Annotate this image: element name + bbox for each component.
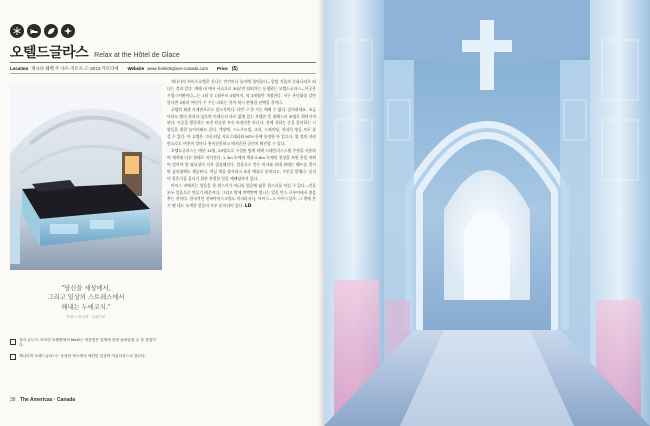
note-item (10, 338, 160, 349)
info-row (10, 64, 316, 73)
title-rule (10, 62, 316, 63)
note-checkbox-icon (10, 339, 16, 345)
section-name: The Americas · Canada (19, 397, 76, 403)
note-item (10, 354, 160, 361)
page-footer (10, 397, 75, 403)
price-label: Price (216, 66, 228, 71)
quote-attribution: 프랑스 미디어 · 르피가로 (66, 315, 106, 320)
article-title (10, 42, 180, 62)
leaf-icon (44, 24, 58, 38)
snowflake-icon (10, 24, 24, 38)
body-paragraph-last (167, 183, 316, 212)
signoff: LD (244, 204, 252, 210)
location-label: Location (10, 66, 29, 71)
category-icons (10, 24, 75, 38)
note-checkbox-icon (10, 354, 16, 360)
left-page (0, 0, 324, 426)
sparkle-icon (61, 24, 75, 38)
body-paragraph: 오텔드글라스는 매년 12월, 20명으로 구성된 팀에 의해 스테인리스스틸 주형을 사용하여 제작대 다른 형태로 지어진다. 1.3m 두께의 벽과 0.6m 두께의 천장을 보면 은밀 바뀌어 알아야 할 필요성이 더욱 절실해진다. 얼음으로 만든 의자와 침대 위에는 웰트를 깔지만 슬리핑백도 제공된다. 객실 벽을 장식하고 조각 예술로 통치되고, 쿠폰을 발행다. 심지어 결혼식을 올리기 위한 특별한 얼음 예배당까지 있다. (167, 148, 316, 181)
quote-line-2: 그리고 일상의 스트레스에서 (47, 294, 125, 302)
photo-notes (10, 338, 160, 365)
body-paragraph: 캐나다의 아이스호텔은 신나는 만끽이다 놀이에 경이움다—얼망 겨울의 동화나라로 떠나는 것과 같다. 매해 네 예서 사흐으로 30분만 달려가는 동생하는 오텔드글라스—이곳은 프랑스어판이다—는 1월 중 1월부터 4월까지, 약 3개월만 개정한다. 지구 온난화를 감안한다면 3월의 어딘가 수 수는 피하는 것이 역시 현명한 선택일 것이다. (167, 79, 316, 105)
bedroom-photo (10, 84, 162, 270)
body-paragraph: 호텔의 외관 사계관으로도 압도적이다. 다만 그 한 가는 매해 수 없다. 감사하세요. 조금이라도 빨리 차리다 싶으면 이제든지 바로 없애 있는 오텔은 뜻 위해스터 조명로 위여가져 된다. 이곳을 방문하는 조건 단순한 부숙 특징만은 아니다. 전에 거하는 손을 풀어하는 시람들을 위한 놀이터와도 같다. 객장에, 스노우모빌, 크리, 스케이팅, 자녀식 정들 모두 즐길 수 있다. 이 호텔은 그네 떠널 지요그래피와 MTV 등에 등장한 바 있으나, 별 정의 자원만으로도 여전이 얼마나 흥미진진하고 매서운한 곳인지 확인할 수 있다. (167, 106, 316, 147)
location-value: 캐나다 퀘벡 주 샤르-지트르-드-2013-카르티에 (31, 65, 119, 71)
body-paragraph-text: 아이스 바에서는 얼음을 한 위스키가 아니라 얼음에 닮은 위스키를 마실 수 있다—잔을 모두 얼음으로 만들기 때문이다. 그리고 밤에 반짝반짝 빛나는 얼음 빈스 로부어에서 춤을 추는 것이다. 한국적인 진짜아이스크림도 마냐라서다, 아이스—T. 아이스상츠, 그 밖에 온기 땐 데도 오색한 얼음비 모두 준비되어 있다. (167, 182, 316, 209)
pull-quote (10, 284, 162, 320)
page-number: 38 (10, 397, 16, 403)
info-rule (10, 73, 316, 74)
note-text: 상자 온도가 -5°C인 호텔방에서 Ma와는 하룻밤은 일생에 한번 돌려있을 수 한 경험이다. (19, 338, 156, 348)
website-label: Website (127, 66, 145, 71)
quote-line-1: "당신을 세상에서, (61, 285, 111, 292)
bed-icon (27, 24, 41, 38)
note-text: 캐나다의 오텔드글라스는 웅장한 북도에서 세련된 얼음의 아름다움으로 빛난다. (19, 353, 146, 358)
title-korean: 오텔드글라스 (10, 45, 89, 61)
website-link[interactable]: www.hoteldeglace-canada.com (147, 66, 208, 71)
ice-hallway-photo (324, 0, 650, 426)
price-value: ($) (231, 65, 238, 72)
article-body (167, 79, 316, 211)
title-english: Relax at the Hôtel de Glace (94, 52, 180, 59)
quote-line-3: 해내는 누에코치." (61, 303, 111, 311)
